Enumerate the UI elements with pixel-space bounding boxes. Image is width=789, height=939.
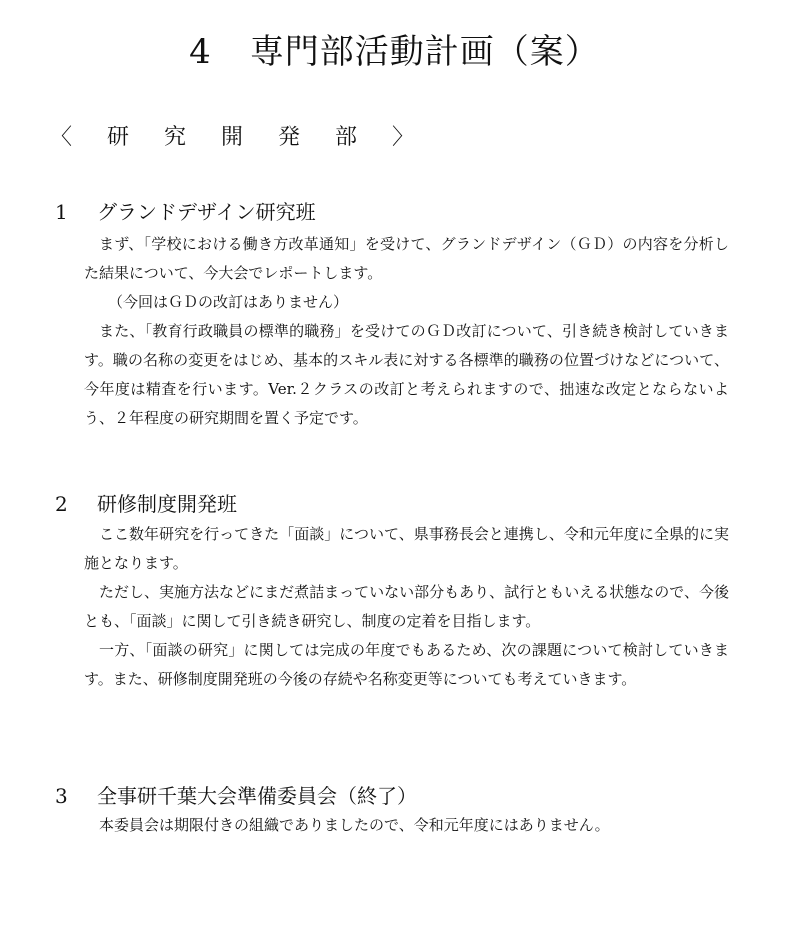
section-3-paragraph-1: 本委員会は期限付きの組織でありましたので、令和元年度にはありません。 (99, 816, 610, 834)
section-2-paragraph-1: ここ数年研究を行ってきた「面談」について、県事務長会と連携し、令和元年度に全県的に実施となります。 (84, 525, 729, 572)
section-2-number: 2 (55, 492, 68, 516)
section-1-paragraph-1: まず、「学校における働き方改革通知」を受けて、グランドデザイン（ＧＤ）の内容を分析した結果について、今大会でレポートします。 (84, 235, 729, 282)
section-3-heading (55, 782, 417, 810)
section-1-paragraph-2: また、「教育行政職員の標準的職務」を受けてのＧＤ改訂について、引き続き検討していきます。職の名称の変更をはじめ、基本的スキル表に対する各標準的職務の位置づけなどについて、今年度は精査を行います。Ver.２クラスの改訂と考えられますので、拙速な改定とならないよう、２年程度の研究期間を置く予定です。 (84, 322, 729, 427)
section-3-title: 全事研千葉大会準備委員会（終了） (97, 784, 417, 808)
page-title (0, 30, 789, 74)
section-1-heading (55, 198, 316, 226)
section-2-paragraph-3: 一方、「面談の研究」に関しては完成の年度でもあるため、次の課題について検討していきます。また、研修制度開発班の今後の存続や名称変更等についても考えていきます。 (84, 641, 729, 688)
section-1-title: グランドデザイン研究班 (97, 200, 316, 224)
section-2-title: 研修制度開発班 (97, 492, 237, 516)
section-2-paragraph-2: ただし、実施方法などにまだ煮詰まっていない部分もあり、試行ともいえる状態なので、今後とも、「面談」に関して引き続き研究し、制度の定着を目指します。 (84, 583, 729, 630)
section-1-note: （今回はＧＤの改訂はありません） (108, 293, 349, 311)
section-1-number: 1 (55, 200, 68, 224)
title-number: 4 (189, 32, 212, 72)
section-3-number: 3 (55, 784, 68, 808)
department-heading: 〈 研 究 開 発 部 〉 (50, 125, 428, 150)
title-text: 専門部活動計画（案） (249, 32, 600, 72)
section-2-heading (55, 490, 237, 518)
